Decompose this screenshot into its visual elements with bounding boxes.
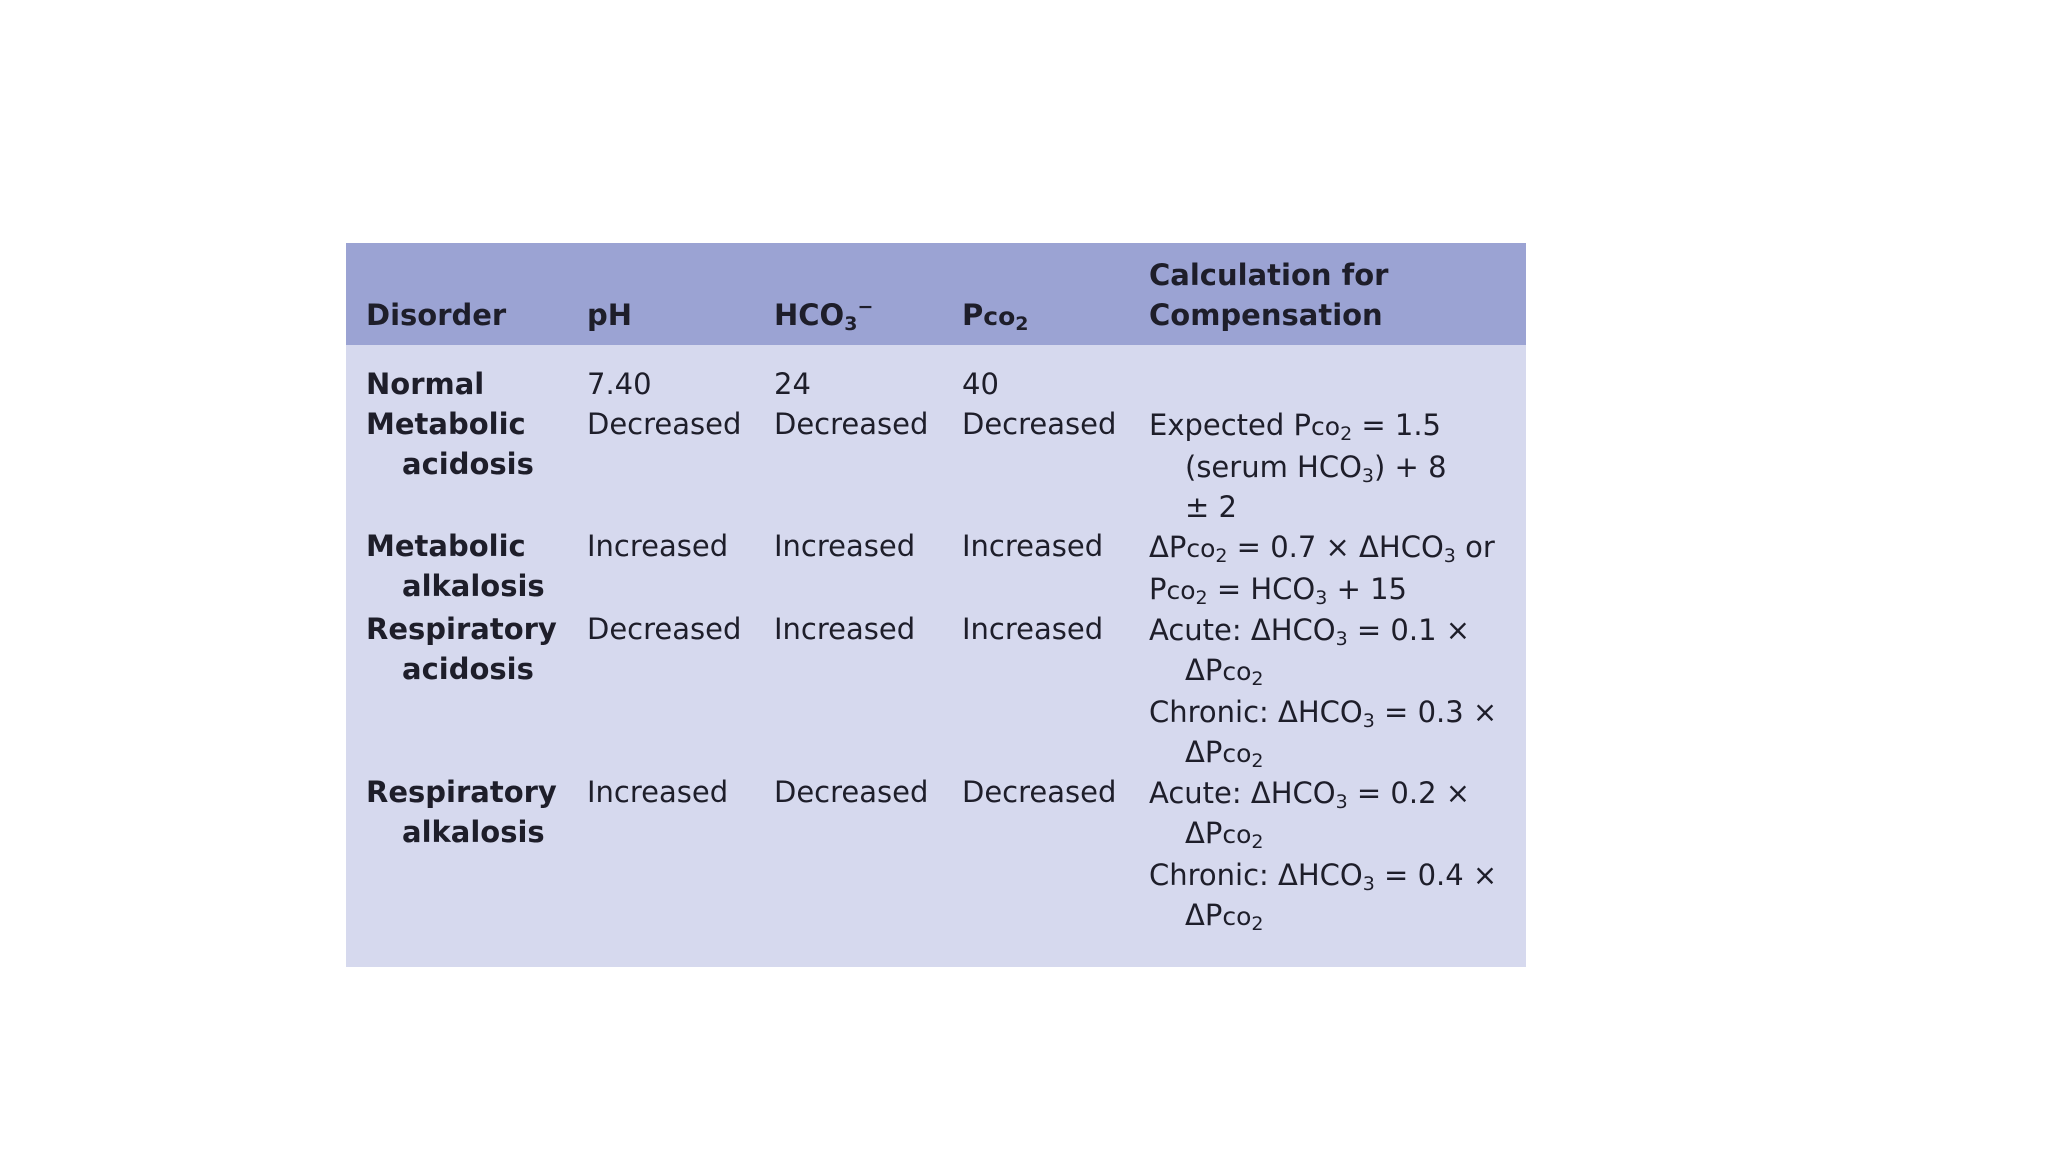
header-ph: pH <box>587 298 633 332</box>
row-respiratory-acidosis-disorder: Respiratory acidosis <box>366 612 557 686</box>
acid-base-table <box>346 243 1526 967</box>
row-metabolic-acidosis-pco2: Decreased <box>962 407 1117 441</box>
row-normal-disorder: Normal <box>366 367 485 401</box>
row-metabolic-alkalosis-ph: Increased <box>587 529 729 563</box>
row-metabolic-acidosis-ph: Decreased <box>587 407 742 441</box>
row-normal-pco2: 40 <box>962 367 999 401</box>
table-header <box>346 243 1526 345</box>
header-calculation: Calculation for Compensation <box>1149 258 1389 332</box>
row-respiratory-alkalosis-disorder: Respiratory alkalosis <box>366 775 557 849</box>
row-metabolic-alkalosis-disorder: Metabolic alkalosis <box>366 529 545 603</box>
row-metabolic-alkalosis-hco3: Increased <box>774 529 916 563</box>
row-metabolic-acidosis-calc: Expected Pco$_2$ = 1.5 (serum $HCO_3) + 8$ ± 2 <box>1149 408 1447 524</box>
row-respiratory-acidosis-ph: Decreased <box>587 612 742 646</box>
row-normal-hco3: 24 <box>774 367 811 401</box>
row-normal-ph: 7.40 <box>587 367 652 401</box>
row-respiratory-alkalosis-pco2: Decreased <box>962 775 1117 809</box>
row-respiratory-alkalosis-calc: Acute: $\Delta HCO_3 = 0.2$ × ΔPco$_2$ Chronic: $\Delta HCO_3 = 0.4$ × ΔPco$_2$ <box>1149 776 1498 935</box>
row-respiratory-acidosis-hco3: Increased <box>774 612 916 646</box>
row-respiratory-acidosis-pco2: Increased <box>962 612 1104 646</box>
header-disorder: Disorder <box>366 298 507 332</box>
row-respiratory-acidosis-calc: Acute: $\Delta HCO_3 = 0.1$ × ΔPco$_2$ Chronic: $\Delta HCO_3 = 0.3$ × ΔPco$_2$ <box>1149 613 1498 772</box>
header-pco2: Pco$_2$ <box>962 298 1029 335</box>
row-respiratory-alkalosis-hco3: Decreased <box>774 775 929 809</box>
row-metabolic-acidosis-disorder: Metabolic acidosis <box>366 407 534 481</box>
row-metabolic-alkalosis-calc: $\Delta Pco_2 = 0.7 \times \Delta HCO_3$ or $Pco_2 = HCO_3 + 15$ <box>1149 530 1495 609</box>
row-respiratory-alkalosis-ph: Increased <box>587 775 729 809</box>
row-metabolic-acidosis-hco3: Decreased <box>774 407 929 441</box>
header-hco3: $HCO_3^-$ <box>774 296 874 335</box>
row-metabolic-alkalosis-pco2: Increased <box>962 529 1104 563</box>
